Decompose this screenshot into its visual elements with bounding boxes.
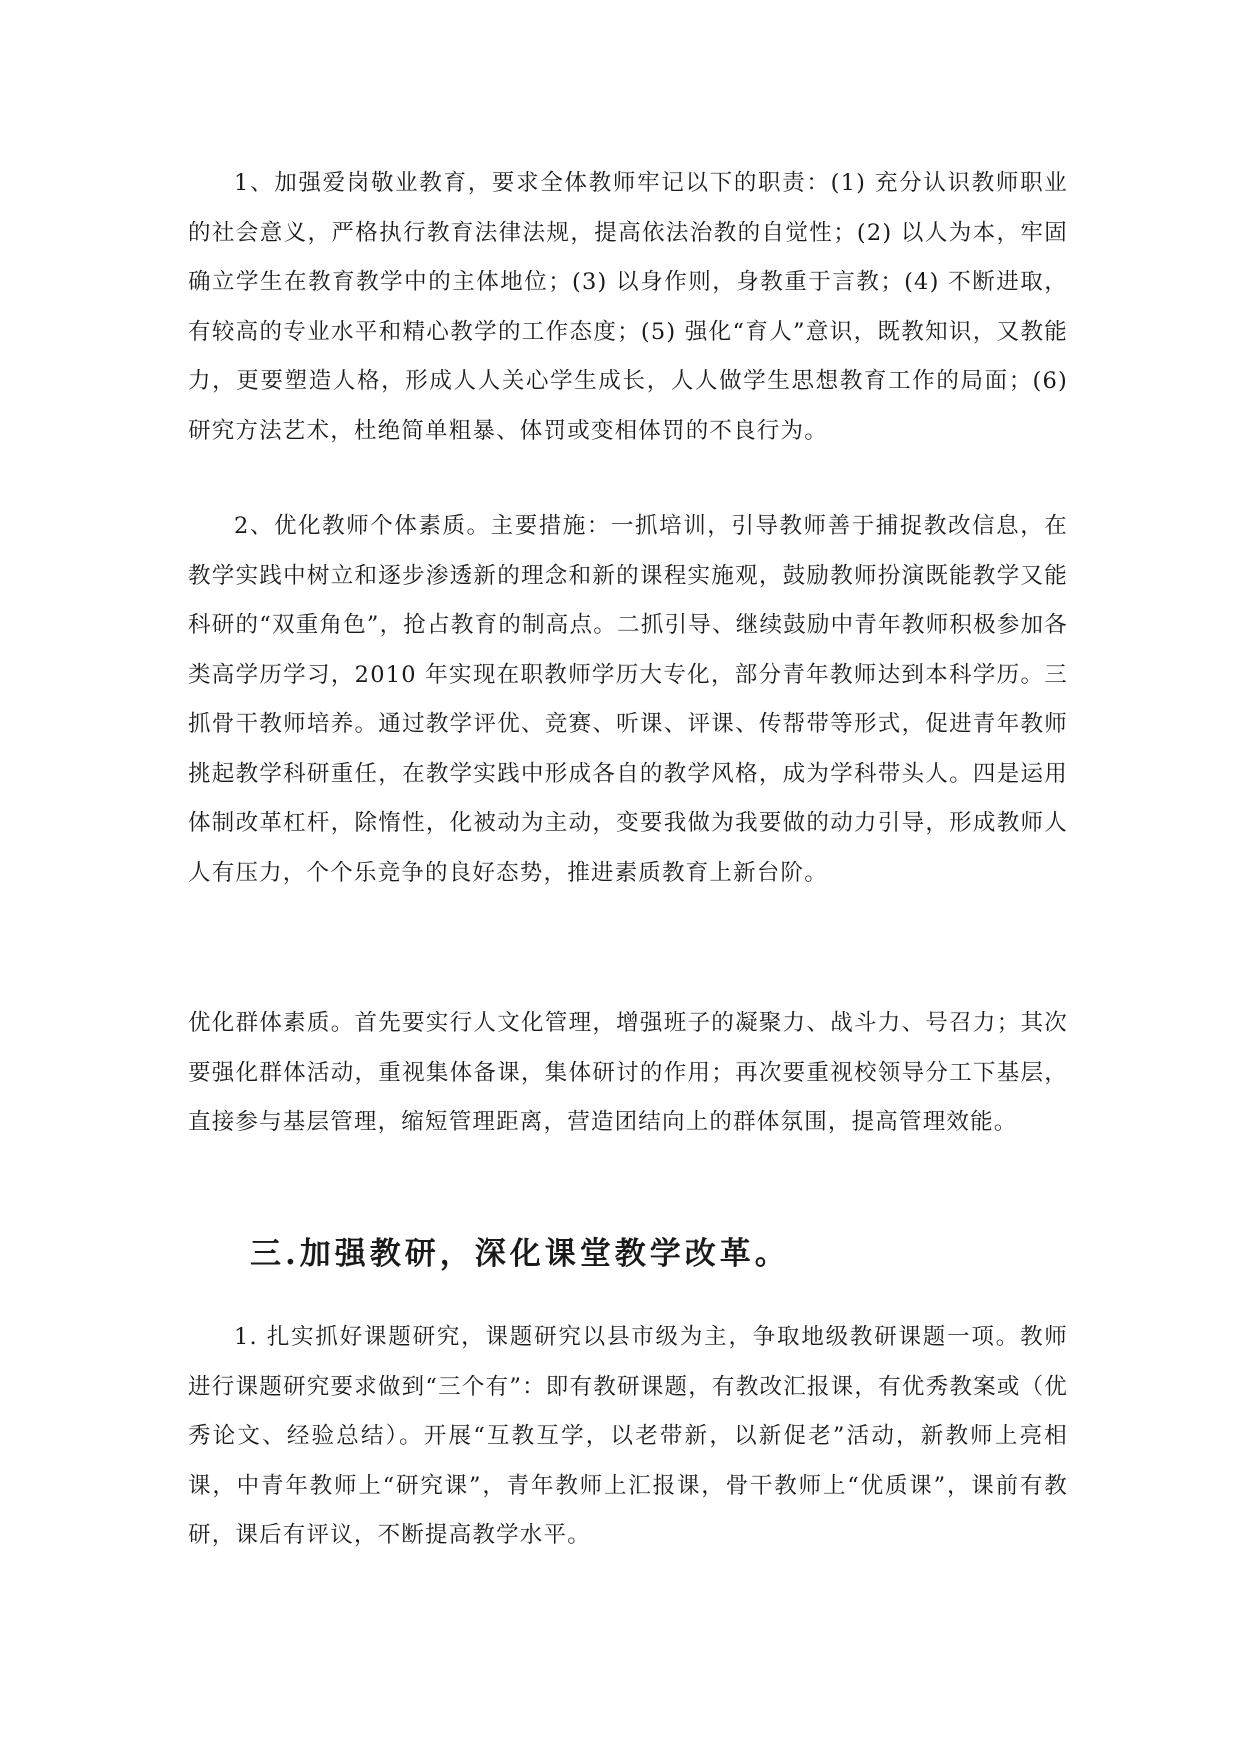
paragraph-individual-quality: 2、优化教师个体素质。主要措施：一抓培训，引导教师善于捕捉教改信息，在教学实践中树立和逐步渗透新的理念和新的课程实施观，鼓励教师扮演既能教学又能科研的“双重角色”，抢占教育的制高点。二抓引导、继续鼓励中青年教师积极参加各类高学历学习，2010 年实现在职教师学历大专化，部分青年教师达到本科学历。三抓骨干教师培养。通过教学评优、竞赛、听课、评课、传帮带等形式，促进青年教师挑起教学科研重任，在教学实践中形成各自的教学风格，成为学科带头人。四是运用体制改革杠杆，除惰性，化被动为主动，变要我做为我要做的动力引导，形成教师人人有压力，个个乐竞争的良好态势，推进素质教育上新台阶。 <box>188 513 1068 886</box>
section-heading: 三.加强教研，深化课堂教学改革。 <box>250 1236 790 1272</box>
paragraph-research: 1. 扎实抓好课题研究，课题研究以县市级为主，争取地级教研课题一项。教师进行课题研究要求做到“三个有”：即有教研课题，有教改汇报课，有优秀教案或（优秀论文、经验总结）。开展“互教互学，以老带新，以新促老”活动，新教师上亮相课，中青年教师上“研究课”，青年教师上汇报课，骨干教师上“优质课”，课前有教研，课后有评议，不断提高教学水平。 <box>188 1324 1068 1548</box>
paragraph-group-quality: 优化群体素质。首先要实行人文化管理，增强班子的凝聚力、战斗力、号召力；其次要强化群体活动，重视集体备课，集体研讨的作用；再次要重视校领导分工下基层，直接参与基层管理，缩短管理距离，营造团结向上的群体氛围，提高管理效能。 <box>188 1010 1068 1135</box>
paragraph-teacher-duties: 1、加强爱岗敬业教育，要求全体教师牢记以下的职责：(1) 充分认识教师职业的社会意义，严格执行教育法律法规，提高依法治教的自觉性；(2) 以人为本，牢固确立学生在教育教学中的主体地位；(3) 以身作则，身教重于言教；(4) 不断进取，有较高的专业水平和精心教学的工作态度；(5) 强化“育人”意识，既教知识，又教能力，更要塑造人格，形成人人关心学生成长，人人做学生思想教育工作的局面；(6) 研究方法艺术，杜绝简单粗暴、体罚或变相体罚的不良行为。 <box>188 170 1068 444</box>
